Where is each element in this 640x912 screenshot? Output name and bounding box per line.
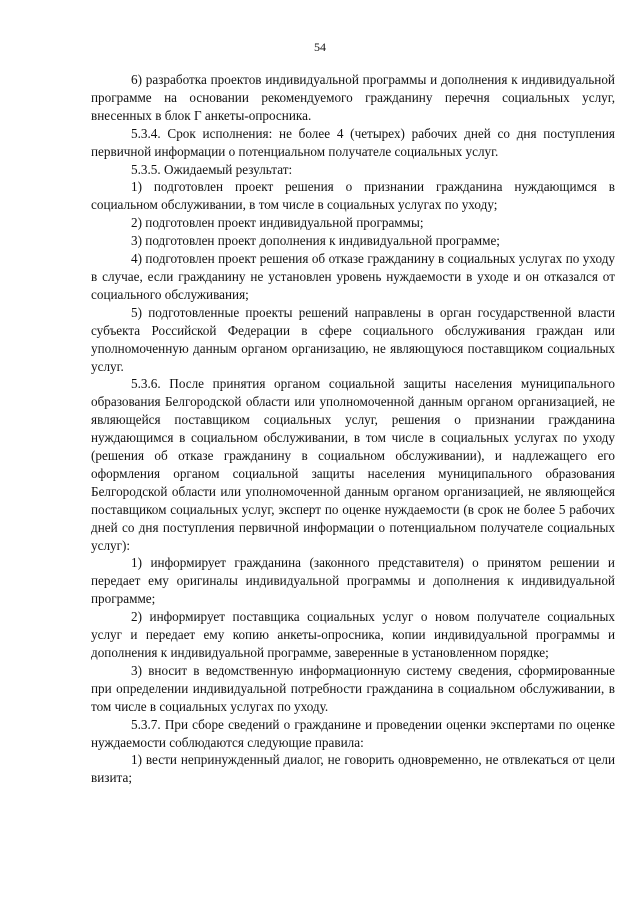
paragraph: 2) подготовлен проект индивидуальной программы; <box>131 215 424 231</box>
page-number: 54 <box>314 40 326 54</box>
paragraph: 1) информирует гражданина (законного представителя) о принятом решении и передает ему оригиналы индивидуальной программы и дополнения к индивидуальной программе; <box>91 555 615 607</box>
paragraph: 5.3.5. Ожидаемый результат: <box>131 161 293 177</box>
paragraph: 5.3.7. При сборе сведений о гражданине и проведении оценки экспертами по оценке нуждаемости соблюдаются следующие правила: <box>91 716 615 750</box>
paragraph: 2) информирует поставщика социальных услуг о новом получателе социальных услуг и передает ему копию анкеты-опросника, копии индивидуальной программы и дополнения к индивидуальной программе, заверенные в установленном порядке; <box>91 609 615 660</box>
paragraph: 3) подготовлен проект дополнения к индивидуальной программе; <box>131 233 500 249</box>
document-body <box>91 71 615 787</box>
paragraph: 5) подготовленные проекты решений направлены в орган государственной власти субъекта Российской Федерации в сфере социального обслуживания граждан или уполномоченную данным органом организацию, не являющуюся поставщиком социальных услуг. <box>91 304 615 374</box>
paragraph: 3) вносит в ведомственную информационную систему сведения, сформированные при определении индивидуальной потребности гражданина в социальном обслуживании, в том числе в социальных услугах по уходу. <box>91 662 615 714</box>
paragraph: 1) вести непринужденный диалог, не говорить одновременно, не отвлекаться от цели визита; <box>91 752 615 786</box>
paragraph: 5.3.6. После принятия органом социальной защиты населения муниципального образования Белгородской области или уполномоченной данным органом организацией, не являющейся поставщиком социальных услуг, решения о признании гражданина нуждающимся в социальном обслуживании, в том числе в социальных услугах по уходу (решения об отказе гражданину в социальном обслуживании), и надлежащего его оформления органом социальной защиты населения муниципального образования Белгородской области или уполномоченной данным органом организацией, не являющейся поставщиком социальных услуг, эксперт по оценке нуждаемости (в срок не более 5 рабочих дней со дня поступления первичной информации о потенциальном получателе социальных услуг): <box>91 376 615 553</box>
paragraph: 1) подготовлен проект решения о признании гражданина нуждающимся в социальном обслуживании, в том числе в социальных услугах по уходу; <box>91 179 615 213</box>
paragraph: 5.3.4. Срок исполнения: не более 4 (четырех) рабочих дней со дня поступления первичной информации о потенциальном получателе социальных услуг. <box>91 125 615 159</box>
paragraph: 6) разработка проектов индивидуальной программы и дополнения к индивидуальной программе на основании рекомендуемого гражданину перечня социальных услуг, внесенных в блок Г анкеты-опросника. <box>91 72 615 123</box>
paragraph: 4) подготовлен проект решения об отказе гражданину в социальных услугах по уходу в случае, если гражданину не установлен уровень нуждаемости в уходе и он отказался от социального обслуживания; <box>91 251 615 302</box>
